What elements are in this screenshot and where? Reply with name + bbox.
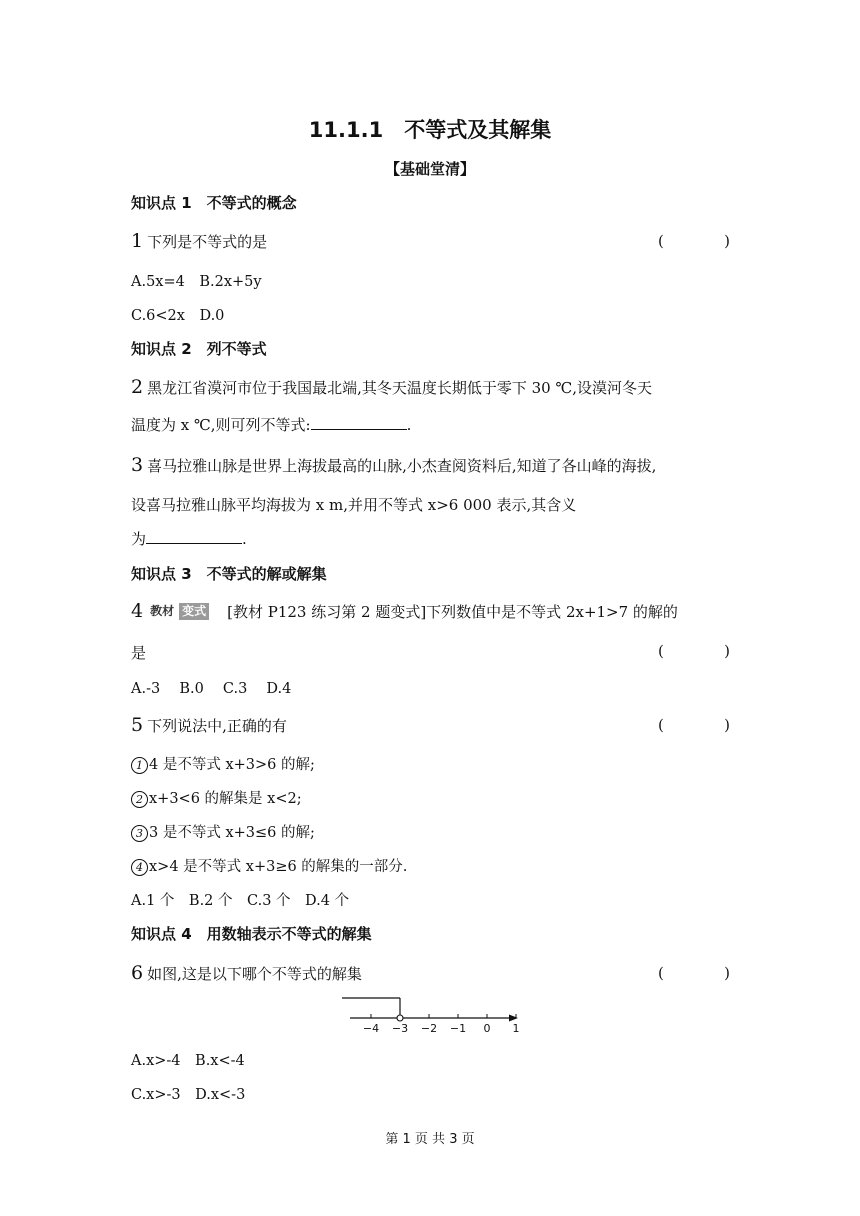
question-6 [131,962,362,984]
page-footer: 第 1 页 共 3 页 [385,1132,475,1147]
textbook-badge: 教材 [150,604,175,618]
question-number: 3 [131,454,144,476]
open-endpoint-circle [397,1015,403,1021]
question-number: 6 [131,962,144,984]
tick-label: −3 [391,1022,409,1035]
question-1-options-c-d: C.6<2x D.0 [131,308,225,324]
question-text: 黑龙江省漠河市位于我国最北端,其冬天温度长期低于零下 30 ℃,设漠河冬天 [147,379,653,397]
question-3-line-3: 为 . [131,530,247,548]
circled-number: 3 [131,825,148,842]
question-4 [131,600,678,622]
question-number: 2 [131,376,144,398]
tick-label: 0 [483,1022,491,1035]
question-number: 4 [131,600,144,622]
question-1-options-a-b: A.5x=4 B.2x+5y [131,274,262,290]
question-text: 下列是不等式的是 [147,233,268,251]
question-text: 如图,这是以下哪个不等式的解集 [147,965,362,983]
question-number: 5 [131,714,144,736]
knowledge-point-1: 知识点 1 不等式的概念 [131,194,297,212]
circled-number: 4 [131,859,148,876]
question-2-line-2: 温度为 x ℃,则可列不等式: . [131,416,412,434]
tick-label: 1 [512,1022,520,1035]
statement-2: 2 x+3<6 的解集是 x<2; [131,787,302,808]
question-text: [教材 P123 练习第 2 题变式]下列数值中是不等式 2x+1>7 的解的 [227,603,678,621]
statement-3: 3 3 是不等式 x+3≤6 的解; [131,821,315,842]
circled-number: 2 [131,791,148,808]
question-4-options: A.-3 B.0 C.3 D.4 [131,681,292,697]
answer-blank[interactable] [146,529,242,544]
circled-number: 1 [131,757,148,774]
knowledge-point-3: 知识点 3 不等式的解或解集 [131,565,327,583]
answer-parentheses: ( ) [658,964,730,982]
question-3 [131,454,656,476]
question-5 [131,714,287,736]
question-number: 1 [131,230,144,252]
tick-label: −1 [449,1022,467,1035]
statement-1: 1 4 是不等式 x+3>6 的解; [131,753,315,774]
knowledge-point-2: 知识点 2 列不等式 [131,340,267,358]
tick-label: −4 [362,1022,380,1035]
answer-blank[interactable] [311,415,407,430]
statement-4: 4 x>4 是不等式 x+3≥6 的解集的一部分. [131,855,407,876]
answer-parentheses: ( ) [658,642,730,660]
question-4-line-2: 是 [131,644,147,662]
question-2 [131,376,652,398]
page-title: 11.1.1 不等式及其解集 [308,118,552,142]
question-5-options: A.1 个 B.2 个 C.3 个 D.4 个 [131,893,350,909]
answer-parentheses: ( ) [658,232,730,250]
section-heading: 【基础堂清】 [384,160,475,178]
question-6-options-a-b: A.x>-4 B.x<-4 [131,1053,245,1069]
question-6-options-c-d: C.x>-3 D.x<-3 [131,1087,246,1103]
answer-parentheses: ( ) [658,716,730,734]
tick-label: −2 [420,1022,438,1035]
axis-arrow-icon [509,1015,518,1022]
number-line-figure [330,992,530,1038]
variant-badge: 变式 [179,603,209,620]
question-1 [131,230,267,252]
question-3-line-2: 设喜马拉雅山脉平均海拔为 x m,并用不等式 x>6 000 表示,其含义 [131,496,577,514]
question-text: 喜马拉雅山脉是世界上海拔最高的山脉,小杰查阅资料后,知道了各山峰的海拔, [147,457,657,475]
knowledge-point-4: 知识点 4 用数轴表示不等式的解集 [131,925,372,943]
question-text: 下列说法中,正确的有 [147,717,287,735]
